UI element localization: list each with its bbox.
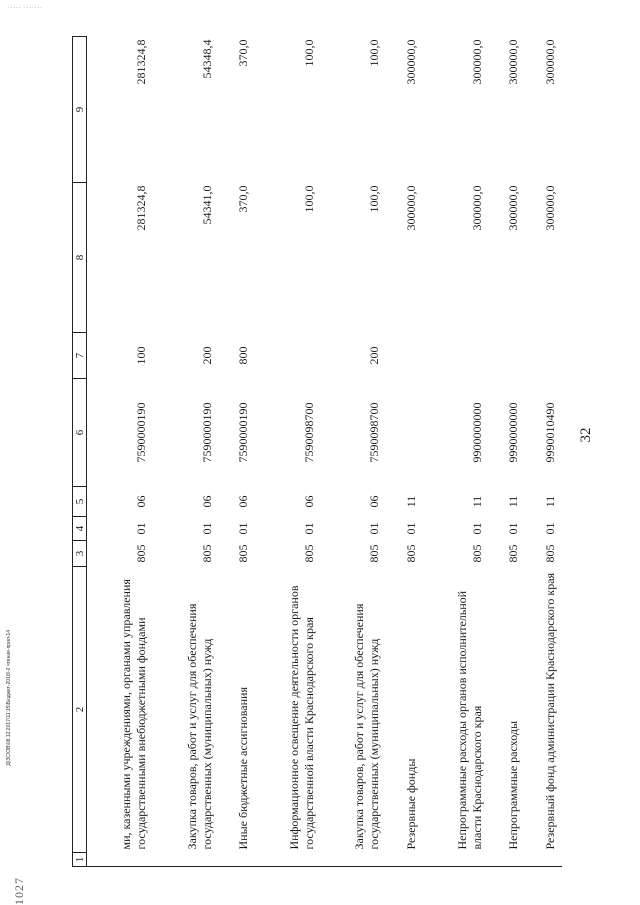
document-footer-id: Д\ЗС\ОВ\08.12.2017\11:15\Бюджет-2018\-2 чтение-прил-14	[6, 630, 12, 766]
row-num-cell	[321, 853, 387, 867]
row-sum-2: 281324,8	[134, 39, 149, 85]
row-sum-1: 100,0	[367, 185, 382, 213]
row-pr: 11	[404, 495, 419, 508]
row-num-cell	[489, 853, 526, 867]
header-col-9: 9	[73, 37, 87, 183]
header-row	[73, 37, 87, 867]
row-rz: 01	[404, 522, 419, 535]
row-ved: 805	[199, 544, 214, 563]
row-num-cell	[87, 853, 154, 867]
row-num-cell	[525, 853, 562, 867]
row-name: Иные бюджетные ассигнования	[236, 687, 251, 850]
row-csr: 7590000190	[134, 402, 149, 463]
row-rz: 01	[236, 522, 251, 535]
row-csr: 7590000190	[236, 402, 251, 463]
row-sum-2: 300000,0	[404, 39, 419, 85]
row-sum-2: 300000,0	[543, 39, 557, 85]
row-num-cell	[423, 853, 489, 867]
row-ved: 805	[469, 544, 484, 563]
header-col-6: 6	[73, 379, 87, 487]
row-vr: 200	[199, 346, 214, 365]
row-vr	[489, 333, 526, 379]
row-rz: 01	[134, 522, 149, 535]
row-vr	[386, 333, 423, 379]
row-pr: 06	[236, 495, 251, 508]
row-sum-2: 100,0	[367, 39, 382, 67]
row-vr: 800	[236, 346, 251, 365]
row-ved: 805	[506, 544, 521, 563]
row-name: Непрограммные расходы	[506, 720, 521, 850]
header-col-1: 1	[73, 853, 87, 867]
table-row	[153, 37, 219, 867]
scan-corner-mark: ..... .......	[8, 4, 43, 10]
row-ved: 805	[543, 544, 557, 563]
header-col-4: 4	[73, 517, 87, 541]
row-sum-2: 100,0	[301, 39, 316, 67]
row-csr: 9990000000	[506, 402, 521, 463]
row-pr: 11	[543, 495, 557, 508]
table-row	[255, 37, 321, 867]
row-sum-1: 300000,0	[404, 185, 419, 231]
row-num-cell	[255, 853, 321, 867]
row-name: Непрограммные расходы органов исполнительной власти Краснодарского края	[454, 590, 484, 850]
header-col-8: 8	[73, 183, 87, 333]
row-ved: 805	[367, 544, 382, 563]
table-row	[525, 37, 562, 867]
row-vr	[525, 333, 562, 379]
row-ved: 805	[301, 544, 316, 563]
row-name: Информационное освещение деятельности органов государственной власти Краснодарского края	[286, 585, 316, 850]
row-sum-1: 281324,8	[134, 185, 149, 231]
table-row	[321, 37, 387, 867]
sheet-number: 1027	[12, 877, 26, 905]
row-csr: 9900000000	[469, 402, 484, 463]
row-sum-2: 54348,4	[199, 39, 214, 79]
budget-table	[72, 36, 562, 867]
row-sum-1: 54341,0	[199, 185, 214, 225]
header-col-7: 7	[73, 333, 87, 379]
row-pr: 06	[367, 495, 382, 508]
table-row	[386, 37, 423, 867]
row-sum-1: 370,0	[236, 185, 251, 213]
row-csr	[386, 379, 423, 487]
row-num-cell	[153, 853, 219, 867]
row-ved: 805	[404, 544, 419, 563]
row-name: Резервный фонд администрации Краснодарского края	[543, 572, 557, 850]
table-body	[87, 37, 563, 867]
row-sum-2: 300000,0	[469, 39, 484, 85]
row-num-cell	[386, 853, 423, 867]
row-vr	[255, 333, 321, 379]
row-sum-2: 300000,0	[506, 39, 521, 85]
row-pr: 06	[134, 495, 149, 508]
row-csr: 7590098700	[301, 402, 316, 463]
row-vr	[423, 333, 489, 379]
row-name: Закупка товаров, работ и услуг для обеспечения государственных (муниципальных) нужд	[184, 603, 214, 850]
header-col-2: 2	[73, 567, 87, 853]
row-csr: 7590000190	[199, 402, 214, 463]
row-num-cell	[219, 853, 256, 867]
row-rz: 01	[367, 522, 382, 535]
row-sum-1: 300000,0	[506, 185, 521, 231]
table-row	[423, 37, 489, 867]
table-row	[489, 37, 526, 867]
row-sum-1: 300000,0	[469, 185, 484, 231]
row-sum-2: 370,0	[236, 39, 251, 67]
row-pr: 06	[199, 495, 214, 508]
row-pr: 11	[469, 495, 484, 508]
row-csr: 7590098700	[367, 402, 382, 463]
row-name: Резервные фонды	[404, 758, 419, 850]
row-vr: 100	[134, 346, 149, 365]
row-csr: 9990010490	[543, 402, 557, 463]
row-vr: 200	[367, 346, 382, 365]
table-row	[219, 37, 256, 867]
header-col-3: 3	[73, 541, 87, 567]
row-pr: 11	[506, 495, 521, 508]
table-header	[73, 37, 87, 867]
row-rz: 01	[543, 522, 557, 535]
page-number: 32	[578, 427, 594, 443]
table-row	[87, 37, 154, 867]
row-sum-1: 100,0	[301, 185, 316, 213]
row-sum-1: 300000,0	[543, 185, 557, 231]
row-ved: 805	[134, 544, 149, 563]
row-rz: 01	[506, 522, 521, 535]
header-col-5: 5	[73, 487, 87, 517]
row-rz: 01	[301, 522, 316, 535]
row-rz: 01	[199, 522, 214, 535]
row-name: Закупка товаров, работ и услуг для обеспечения государственных (муниципальных) нужд	[352, 603, 382, 850]
row-name: ми, казенными учреждениями, органами управления государственными внебюджетными фондами	[119, 579, 149, 850]
row-pr: 06	[301, 495, 316, 508]
row-rz: 01	[469, 522, 484, 535]
row-ved: 805	[236, 544, 251, 563]
